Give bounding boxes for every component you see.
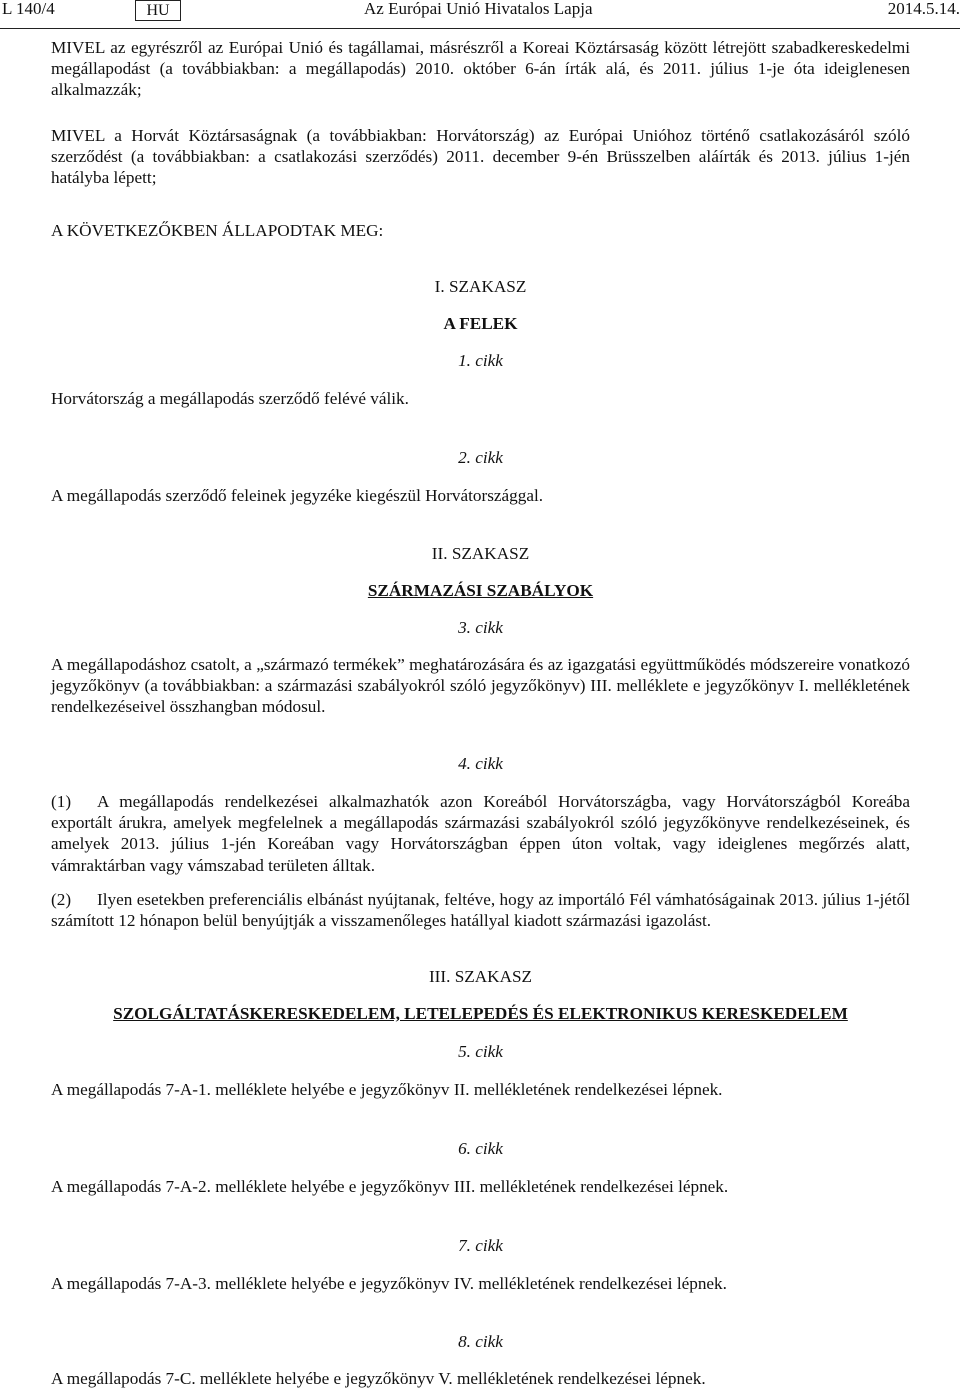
paragraph-text: Ilyen esetekben preferenciális elbánást nyújtanak, feltéve, hogy az importáló Fél vámhatóságainak 2013. július 1-jétől számított 12 hónapon belül benyújtják a visszamenőleges hatállyal kiadott származási igazolást. — [51, 890, 910, 931]
article-7-label: 7. cikk — [458, 1236, 503, 1255]
article-7-text: A megállapodás 7-A-3. melléklete helyébe e jegyzőkönyv IV. mellékletének rendelkezései lépnek. — [51, 1274, 727, 1293]
article-4-label: 4. cikk — [458, 754, 503, 773]
section-2-heading: II. SZAKASZ — [431, 544, 530, 563]
article-5-label: 5. cikk — [458, 1042, 503, 1061]
publication-date: 2014.5.14. — [887, 0, 960, 18]
section-3-title: SZOLGÁLTATÁSKERESKEDELEM, LETELEPEDÉS ÉS ELEKTRONIKUS KERESKEDELEM — [113, 1004, 848, 1023]
language-badge: HU — [135, 0, 181, 21]
paragraph-text: A megállapodás rendelkezései alkalmazhatók azon Koreából Horvátországba, vagy Horvátországból Koreába exportált árukra, amelyek megfelelnek a megállapodás származási szabályokról szóló jegyzőkönyve rendelkezéseinek, és amelyek 2013. július 1-jén Koreában vagy Horvátországban éppen úton voltak, vagy ideiglenes megőrzés alatt, vámraktárban vagy vámszabad területen álltak. — [51, 792, 910, 875]
paragraph-number: (2) — [51, 890, 72, 909]
page-header — [0, 0, 960, 29]
section-2-title: SZÁRMAZÁSI SZABÁLYOK — [367, 581, 594, 600]
article-1-label: 1. cikk — [458, 351, 503, 370]
paragraph-number: (1) — [51, 792, 72, 811]
agreed-statement: A KÖVETKEZŐKBEN ÁLLAPODTAK MEG: — [51, 221, 384, 240]
article-8-text: A megállapodás 7-C. melléklete helyébe e jegyzőkönyv V. mellékletének rendelkezései lépnek. — [51, 1369, 706, 1388]
section-1-title: A FELEK — [443, 314, 518, 333]
article-3-text: A megállapodáshoz csatolt, a „származó termékek” meghatározására és az igazgatási együttműködés módszereire vonatkozó jegyzőkönyv (a továbbiakban: a származási szabályokról szóló jegyzőkönyv) III. melléklete e jegyzőkönyv I. mellékletének rendelkezéseivel összhangban módosul. — [51, 655, 910, 717]
article-2-label: 2. cikk — [458, 448, 503, 467]
article-4-paragraph-2 — [51, 889, 910, 931]
page-reference: L 140/4 — [2, 0, 55, 18]
recital-1: MIVEL az egyrészről az Európai Unió és tagállamai, másrészről a Koreai Köztársaság között létrejött szabadkereskedelmi megállapodást (a továbbiakban: a megállapodás) 2010. október 6-án írták alá, és 2011. július 1-je óta ideiglenesen alkalmazzák; — [51, 38, 910, 100]
article-3-label: 3. cikk — [458, 618, 503, 637]
section-1-heading: I. SZAKASZ — [434, 277, 527, 296]
article-1-text: Horvátország a megállapodás szerződő felévé válik. — [51, 389, 409, 408]
article-6-label: 6. cikk — [458, 1139, 503, 1158]
article-6-text: A megállapodás 7-A-2. melléklete helyébe e jegyzőkönyv III. mellékletének rendelkezései lépnek. — [51, 1177, 729, 1196]
recital-2: MIVEL a Horvát Köztársaságnak (a továbbiakban: Horvátország) az Európai Unióhoz történő csatlakozásáról szóló szerződést (a továbbiakban: a csatlakozási szerződés) 2011. december 9-én Brüsszelben aláírták és 2013. július 1-jén hatályba lépett; — [51, 126, 910, 188]
article-2-text: A megállapodás szerződő feleinek jegyzéke kiegészül Horvátországgal. — [51, 486, 544, 505]
article-4-paragraph-1 — [51, 791, 910, 876]
article-5-text: A megállapodás 7-A-1. melléklete helyébe e jegyzőkönyv II. mellékletének rendelkezései lépnek. — [51, 1080, 723, 1099]
article-8-label: 8. cikk — [458, 1332, 503, 1351]
journal-title: Az Európai Unió Hivatalos Lapja — [364, 0, 593, 18]
section-3-heading: III. SZAKASZ — [428, 967, 533, 986]
